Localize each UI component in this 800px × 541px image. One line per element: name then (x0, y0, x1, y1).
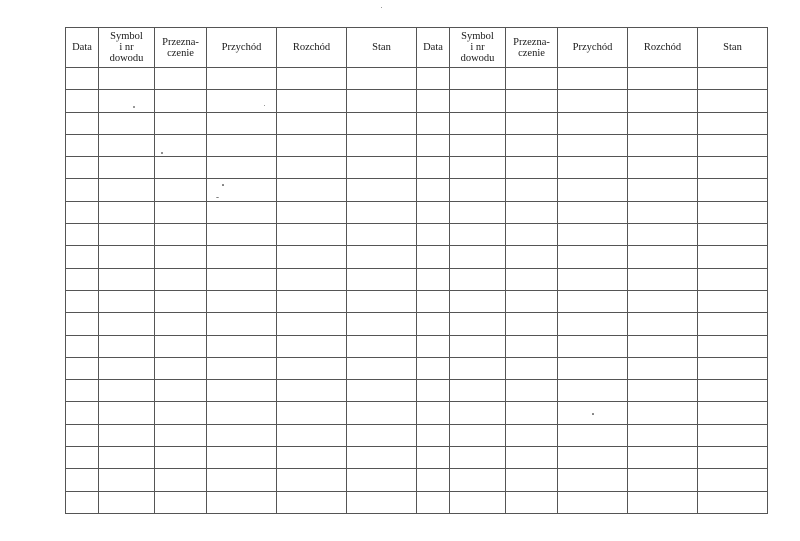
ledger-table (65, 27, 768, 514)
table-cell[interactable] (558, 313, 628, 335)
table-cell[interactable] (417, 290, 450, 312)
table-cell[interactable] (155, 224, 207, 246)
table-row (66, 469, 768, 491)
table-cell[interactable] (99, 90, 155, 112)
table-cell[interactable] (558, 357, 628, 379)
table-cell[interactable] (207, 491, 277, 513)
table-cell[interactable] (277, 313, 347, 335)
table-cell[interactable] (506, 68, 558, 90)
table-cell[interactable] (450, 469, 506, 491)
table-cell[interactable] (450, 112, 506, 134)
table-cell[interactable] (207, 224, 277, 246)
table-cell[interactable] (698, 246, 768, 268)
column-header-label: Stan (723, 42, 742, 53)
column-header-label: Przezna- czenie (162, 36, 199, 59)
table-cell[interactable] (347, 469, 417, 491)
table-cell[interactable] (506, 357, 558, 379)
ledger-body (66, 68, 768, 514)
table-cell[interactable] (450, 402, 506, 424)
column-header-label: Symbol i nr dowodu (460, 31, 495, 64)
table-cell[interactable] (99, 68, 155, 90)
table-cell[interactable] (207, 424, 277, 446)
table-cell[interactable] (628, 380, 698, 402)
table-cell[interactable] (506, 491, 558, 513)
table-cell[interactable] (347, 112, 417, 134)
table-cell[interactable] (66, 246, 99, 268)
column-header-label: Data (72, 42, 92, 53)
table-cell[interactable] (347, 246, 417, 268)
column-header-stan (347, 28, 417, 68)
table-cell[interactable] (698, 157, 768, 179)
table-cell[interactable] (277, 469, 347, 491)
table-cell[interactable] (207, 402, 277, 424)
table-cell[interactable] (155, 491, 207, 513)
table-cell[interactable] (155, 68, 207, 90)
table-cell[interactable] (628, 90, 698, 112)
table-cell[interactable] (207, 134, 277, 156)
table-row (66, 68, 768, 90)
table-cell[interactable] (558, 68, 628, 90)
table-row (66, 313, 768, 335)
table-cell[interactable] (155, 90, 207, 112)
table-cell[interactable] (628, 402, 698, 424)
table-cell[interactable] (506, 112, 558, 134)
table-cell[interactable] (277, 380, 347, 402)
table-cell[interactable] (347, 424, 417, 446)
table-row (66, 268, 768, 290)
table-cell[interactable] (450, 313, 506, 335)
table-cell[interactable] (506, 447, 558, 469)
table-cell[interactable] (558, 424, 628, 446)
table-cell[interactable] (277, 290, 347, 312)
table-cell[interactable] (698, 469, 768, 491)
scan-speck (381, 7, 382, 8)
table-cell[interactable] (277, 447, 347, 469)
table-cell[interactable] (698, 313, 768, 335)
table-cell[interactable] (628, 201, 698, 223)
table-cell[interactable] (347, 134, 417, 156)
table-cell[interactable] (628, 157, 698, 179)
table-cell[interactable] (506, 246, 558, 268)
table-cell[interactable] (66, 447, 99, 469)
table-cell[interactable] (155, 380, 207, 402)
table-row (66, 380, 768, 402)
table-cell[interactable] (698, 357, 768, 379)
header-row (66, 28, 768, 68)
column-header-data (417, 28, 450, 68)
table-cell[interactable] (558, 179, 628, 201)
table-cell[interactable] (698, 402, 768, 424)
table-cell[interactable] (558, 268, 628, 290)
table-cell[interactable] (347, 380, 417, 402)
table-cell[interactable] (558, 491, 628, 513)
table-cell[interactable] (99, 402, 155, 424)
table-cell[interactable] (698, 90, 768, 112)
table-cell[interactable] (347, 268, 417, 290)
table-cell[interactable] (347, 335, 417, 357)
table-cell[interactable] (155, 157, 207, 179)
table-cell[interactable] (66, 90, 99, 112)
table-cell[interactable] (347, 357, 417, 379)
table-cell[interactable] (698, 224, 768, 246)
table-cell[interactable] (558, 201, 628, 223)
table-cell[interactable] (66, 268, 99, 290)
table-cell[interactable] (155, 447, 207, 469)
table-cell[interactable] (155, 179, 207, 201)
column-header-symbol (450, 28, 506, 68)
scan-speck (264, 105, 265, 106)
table-cell[interactable] (698, 424, 768, 446)
table-cell[interactable] (558, 112, 628, 134)
table-cell[interactable] (417, 469, 450, 491)
table-cell[interactable] (347, 447, 417, 469)
table-row (66, 424, 768, 446)
table-cell[interactable] (417, 224, 450, 246)
table-cell[interactable] (207, 90, 277, 112)
table-cell[interactable] (558, 224, 628, 246)
table-cell[interactable] (207, 268, 277, 290)
table-cell[interactable] (450, 268, 506, 290)
table-cell[interactable] (450, 424, 506, 446)
table-cell[interactable] (506, 134, 558, 156)
table-cell[interactable] (417, 424, 450, 446)
table-cell[interactable] (450, 447, 506, 469)
table-cell[interactable] (628, 112, 698, 134)
table-cell[interactable] (207, 469, 277, 491)
table-cell[interactable] (99, 424, 155, 446)
table-cell[interactable] (207, 112, 277, 134)
scan-speck (133, 106, 135, 108)
table-cell[interactable] (66, 424, 99, 446)
table-cell[interactable] (207, 380, 277, 402)
table-cell[interactable] (628, 469, 698, 491)
table-cell[interactable] (450, 90, 506, 112)
table-cell[interactable] (417, 201, 450, 223)
table-cell[interactable] (417, 491, 450, 513)
table-cell[interactable] (347, 402, 417, 424)
table-cell[interactable] (66, 112, 99, 134)
table-cell[interactable] (66, 68, 99, 90)
table-row (66, 447, 768, 469)
table-cell[interactable] (558, 335, 628, 357)
table-cell[interactable] (698, 68, 768, 90)
table-cell[interactable] (506, 157, 558, 179)
table-cell[interactable] (99, 335, 155, 357)
table-cell[interactable] (417, 402, 450, 424)
table-cell[interactable] (66, 157, 99, 179)
table-cell[interactable] (698, 290, 768, 312)
table-cell[interactable] (277, 224, 347, 246)
table-cell[interactable] (506, 335, 558, 357)
table-cell[interactable] (66, 313, 99, 335)
column-header-przychod (207, 28, 277, 68)
table-cell[interactable] (417, 313, 450, 335)
table-cell[interactable] (506, 290, 558, 312)
table-cell[interactable] (698, 268, 768, 290)
table-cell[interactable] (207, 335, 277, 357)
table-cell[interactable] (66, 335, 99, 357)
column-header-label: Przychód (221, 42, 262, 53)
table-row (66, 402, 768, 424)
table-cell[interactable] (417, 357, 450, 379)
table-cell[interactable] (628, 424, 698, 446)
table-cell[interactable] (99, 290, 155, 312)
table-row (66, 491, 768, 513)
table-cell[interactable] (698, 380, 768, 402)
table-cell[interactable] (277, 491, 347, 513)
table-cell[interactable] (417, 447, 450, 469)
table-cell[interactable] (558, 290, 628, 312)
column-header-label: Rozchód (643, 42, 682, 53)
table-cell[interactable] (450, 201, 506, 223)
table-cell[interactable] (155, 335, 207, 357)
table-cell[interactable] (417, 68, 450, 90)
table-cell[interactable] (277, 134, 347, 156)
table-cell[interactable] (277, 402, 347, 424)
table-cell[interactable] (207, 357, 277, 379)
table-cell[interactable] (506, 313, 558, 335)
table-cell[interactable] (698, 335, 768, 357)
table-cell[interactable] (99, 112, 155, 134)
table-cell[interactable] (450, 179, 506, 201)
table-cell[interactable] (99, 268, 155, 290)
table-cell[interactable] (155, 268, 207, 290)
table-cell[interactable] (698, 179, 768, 201)
column-header-label: Data (423, 42, 443, 53)
table-cell[interactable] (277, 112, 347, 134)
table-cell[interactable] (558, 134, 628, 156)
table-row (66, 224, 768, 246)
table-cell[interactable] (99, 179, 155, 201)
table-cell[interactable] (99, 201, 155, 223)
table-cell[interactable] (558, 246, 628, 268)
table-cell[interactable] (277, 268, 347, 290)
table-cell[interactable] (66, 357, 99, 379)
table-row (66, 290, 768, 312)
table-cell[interactable] (417, 112, 450, 134)
table-row (66, 357, 768, 379)
column-header-przychod (558, 28, 628, 68)
table-cell[interactable] (277, 157, 347, 179)
table-cell[interactable] (99, 157, 155, 179)
table-cell[interactable] (628, 246, 698, 268)
table-cell[interactable] (347, 157, 417, 179)
table-cell[interactable] (417, 246, 450, 268)
table-cell[interactable] (628, 290, 698, 312)
table-cell[interactable] (698, 134, 768, 156)
table-cell[interactable] (506, 424, 558, 446)
table-cell[interactable] (450, 335, 506, 357)
scan-speck (592, 413, 594, 415)
table-cell[interactable] (506, 469, 558, 491)
table-cell[interactable] (506, 402, 558, 424)
table-cell[interactable] (628, 68, 698, 90)
table-cell[interactable] (66, 380, 99, 402)
table-cell[interactable] (99, 246, 155, 268)
table-cell[interactable] (277, 335, 347, 357)
table-cell[interactable] (506, 224, 558, 246)
column-header-rozchod (277, 28, 347, 68)
column-header-rozchod (628, 28, 698, 68)
table-cell[interactable] (628, 134, 698, 156)
table-cell[interactable] (558, 90, 628, 112)
table-cell[interactable] (417, 134, 450, 156)
table-cell[interactable] (417, 380, 450, 402)
table-cell[interactable] (347, 68, 417, 90)
column-header-label: Symbol i nr dowodu (109, 31, 144, 64)
table-cell[interactable] (99, 134, 155, 156)
table-cell[interactable] (628, 179, 698, 201)
table-cell[interactable] (207, 447, 277, 469)
table-row (66, 157, 768, 179)
table-cell[interactable] (347, 179, 417, 201)
table-cell[interactable] (99, 469, 155, 491)
table-cell[interactable] (277, 68, 347, 90)
table-cell[interactable] (66, 224, 99, 246)
table-cell[interactable] (99, 313, 155, 335)
table-cell[interactable] (558, 157, 628, 179)
table-cell[interactable] (450, 224, 506, 246)
table-cell[interactable] (558, 447, 628, 469)
column-header-label: Stan (372, 42, 391, 53)
column-header-stan (698, 28, 768, 68)
column-header-label: Rozchód (292, 42, 331, 53)
table-cell[interactable] (628, 447, 698, 469)
table-cell[interactable] (450, 380, 506, 402)
column-header-label: Przychód (572, 42, 613, 53)
table-cell[interactable] (506, 201, 558, 223)
table-cell[interactable] (698, 112, 768, 134)
table-cell[interactable] (155, 112, 207, 134)
table-cell[interactable] (347, 491, 417, 513)
table-cell[interactable] (155, 246, 207, 268)
table-cell[interactable] (66, 469, 99, 491)
table-cell[interactable] (155, 201, 207, 223)
table-row (66, 134, 768, 156)
table-cell[interactable] (450, 68, 506, 90)
table-cell[interactable] (66, 201, 99, 223)
table-cell[interactable] (417, 268, 450, 290)
table-cell[interactable] (628, 357, 698, 379)
column-header-data (66, 28, 99, 68)
table-cell[interactable] (450, 290, 506, 312)
table-cell[interactable] (66, 290, 99, 312)
scan-speck (216, 197, 219, 198)
scan-speck (161, 152, 163, 154)
table-cell[interactable] (450, 157, 506, 179)
table-cell[interactable] (99, 224, 155, 246)
table-cell[interactable] (207, 201, 277, 223)
table-cell[interactable] (698, 201, 768, 223)
table-cell[interactable] (698, 447, 768, 469)
table-row (66, 112, 768, 134)
table-cell[interactable] (506, 380, 558, 402)
table-cell[interactable] (417, 335, 450, 357)
table-cell[interactable] (66, 402, 99, 424)
table-cell[interactable] (558, 380, 628, 402)
table-row (66, 335, 768, 357)
table-cell[interactable] (417, 179, 450, 201)
table-cell[interactable] (99, 380, 155, 402)
table-row (66, 90, 768, 112)
table-cell[interactable] (155, 469, 207, 491)
table-cell[interactable] (66, 179, 99, 201)
scan-speck (222, 184, 224, 186)
table-row (66, 201, 768, 223)
table-cell[interactable] (277, 201, 347, 223)
column-header-przeznaczenie (506, 28, 558, 68)
table-cell[interactable] (99, 491, 155, 513)
table-cell[interactable] (347, 290, 417, 312)
column-header-label: Przezna- czenie (513, 36, 550, 59)
table-cell[interactable] (207, 290, 277, 312)
table-cell[interactable] (347, 201, 417, 223)
table-row (66, 179, 768, 201)
table-cell[interactable] (417, 90, 450, 112)
table-row (66, 246, 768, 268)
table-cell[interactable] (450, 134, 506, 156)
table-cell[interactable] (277, 246, 347, 268)
table-cell[interactable] (506, 179, 558, 201)
table-cell[interactable] (698, 491, 768, 513)
table-cell[interactable] (450, 246, 506, 268)
table-cell[interactable] (628, 224, 698, 246)
table-cell[interactable] (99, 447, 155, 469)
table-cell[interactable] (277, 179, 347, 201)
table-cell[interactable] (207, 157, 277, 179)
table-cell[interactable] (277, 424, 347, 446)
table-cell[interactable] (155, 357, 207, 379)
table-cell[interactable] (347, 313, 417, 335)
column-header-przeznaczenie (155, 28, 207, 68)
table-cell[interactable] (347, 224, 417, 246)
table-cell[interactable] (207, 313, 277, 335)
table-cell[interactable] (628, 335, 698, 357)
table-cell[interactable] (277, 90, 347, 112)
table-cell[interactable] (207, 246, 277, 268)
table-cell[interactable] (207, 68, 277, 90)
table-cell[interactable] (417, 157, 450, 179)
table-cell[interactable] (66, 134, 99, 156)
table-cell[interactable] (155, 424, 207, 446)
table-cell[interactable] (277, 357, 347, 379)
table-cell[interactable] (66, 491, 99, 513)
table-cell[interactable] (347, 90, 417, 112)
table-cell[interactable] (450, 491, 506, 513)
table-cell[interactable] (450, 357, 506, 379)
table-cell[interactable] (628, 313, 698, 335)
table-cell[interactable] (506, 268, 558, 290)
table-cell[interactable] (99, 357, 155, 379)
table-cell[interactable] (628, 491, 698, 513)
table-cell[interactable] (155, 313, 207, 335)
column-header-symbol (99, 28, 155, 68)
table-cell[interactable] (558, 469, 628, 491)
table-cell[interactable] (155, 290, 207, 312)
table-cell[interactable] (155, 402, 207, 424)
table-cell[interactable] (628, 268, 698, 290)
table-cell[interactable] (506, 90, 558, 112)
